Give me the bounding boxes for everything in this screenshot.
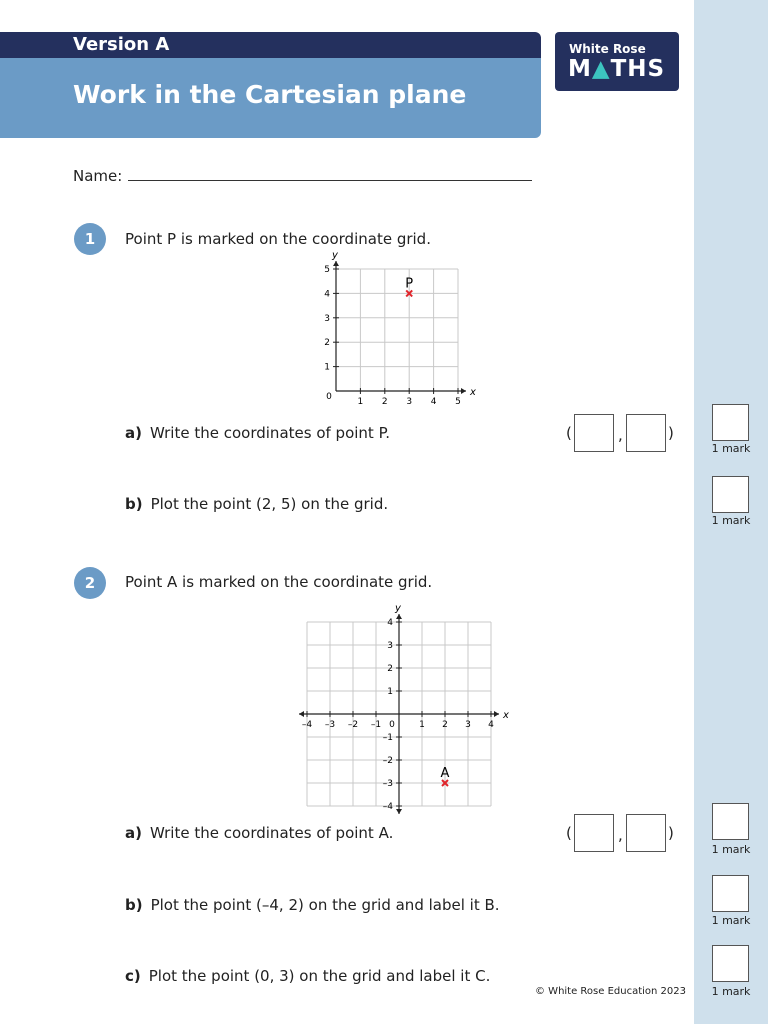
q2a-y-answer-box[interactable] [626, 814, 666, 852]
q1a-open-bracket: ( [566, 424, 572, 442]
x-tick-label: –4 [301, 720, 313, 730]
q1a-label: a) [125, 424, 142, 442]
q1a-y-answer-box[interactable] [626, 414, 666, 452]
x-tick-label: 2 [442, 720, 448, 730]
q2a-open-bracket: ( [566, 824, 572, 842]
y-tick-label: 4 [324, 289, 330, 300]
q2c-mark-label: 1 mark [711, 985, 751, 998]
x-tick-label: –3 [324, 720, 336, 730]
q2a-text: Write the coordinates of point A. [149, 824, 394, 842]
x-tick-label: 5 [455, 397, 461, 407]
q2a-x-answer-box[interactable] [574, 814, 614, 852]
q2a-label: a) [125, 824, 142, 842]
q1a-x-answer-box[interactable] [574, 414, 614, 452]
x-axis-arrow-icon [494, 711, 499, 717]
logo-main-left: M [568, 56, 592, 82]
x-tick-label: 3 [465, 720, 471, 730]
q1a-row [125, 423, 390, 443]
x-tick-label: 4 [430, 397, 437, 407]
q2b-row [125, 895, 500, 915]
y-axis-neg-arrow-icon [396, 809, 402, 814]
x-axis-label: x [503, 710, 509, 721]
origin-label: 0 [326, 392, 332, 402]
y-tick-label: 1 [387, 687, 393, 697]
question-1-number: 1 [74, 223, 106, 255]
q1a-text: Write the coordinates of point P. [149, 424, 391, 442]
x-tick-label: 3 [406, 397, 413, 407]
point-label: P [405, 276, 414, 292]
q2c-row [125, 966, 490, 986]
y-axis-label: y [332, 250, 338, 261]
worksheet-title: Work in the Cartesian plane [73, 80, 467, 109]
y-tick-label: –1 [382, 733, 393, 743]
name-label: Name: [73, 167, 123, 185]
y-axis-arrow-icon [333, 261, 339, 266]
y-tick-label: 1 [324, 362, 330, 373]
x-tick-label: –1 [370, 720, 382, 730]
q2c-mark-box[interactable] [712, 945, 749, 982]
q2b-mark-box[interactable] [712, 875, 749, 912]
point-label: A [440, 766, 450, 781]
coordinate-grid-2[interactable] [288, 598, 520, 816]
x-tick-label: 2 [381, 397, 388, 407]
question-2-text: Point A is marked on the coordinate grid. [125, 573, 433, 591]
y-axis-label: y [395, 603, 401, 614]
q1a-close-bracket: ) [668, 424, 674, 442]
q2b-text: Plot the point (–4, 2) on the grid and label it B. [150, 896, 500, 914]
x-axis-neg-arrow-icon [299, 711, 304, 717]
q1b-text: Plot the point (2, 5) on the grid. [150, 495, 389, 513]
y-tick-label: –3 [382, 779, 393, 789]
y-axis-arrow-icon [396, 614, 402, 619]
y-tick-label: –4 [382, 802, 393, 812]
q1b-row [125, 494, 388, 514]
q1b-label: b) [125, 495, 143, 513]
q2c-label: c) [125, 967, 141, 985]
q2b-mark-label: 1 mark [711, 914, 751, 927]
y-tick-label: 2 [324, 338, 330, 349]
x-tick-label: 1 [357, 397, 364, 407]
q2a-mark-box[interactable] [712, 803, 749, 840]
question-2-number: 2 [74, 567, 106, 599]
q2a-close-bracket: ) [668, 824, 674, 842]
question-1-text: Point P is marked on the coordinate grid. [125, 230, 431, 248]
version-label: Version A [73, 34, 170, 55]
y-tick-label: 3 [387, 641, 393, 651]
x-axis-label: x [470, 387, 476, 398]
logo-main-right: THS [610, 56, 666, 82]
q2a-row [125, 823, 393, 843]
logo-main-text [568, 55, 665, 83]
y-tick-label: –2 [382, 756, 393, 766]
q1a-comma: , [618, 426, 623, 444]
origin-label: 0 [389, 720, 395, 730]
white-rose-maths-logo [555, 32, 679, 91]
q1b-mark-box[interactable] [712, 476, 749, 513]
q2a-comma: , [618, 826, 623, 844]
x-axis-arrow-icon [461, 388, 466, 394]
q1a-mark-box[interactable] [712, 404, 749, 441]
q1a-mark-label: 1 mark [711, 442, 751, 455]
name-field[interactable] [128, 180, 532, 181]
copyright-notice: © White Rose Education 2023 [535, 986, 687, 997]
q1b-mark-label: 1 mark [711, 514, 751, 527]
y-tick-label: 3 [324, 313, 330, 324]
y-tick-label: 5 [324, 265, 330, 275]
x-tick-label: 1 [419, 720, 425, 730]
x-tick-label: 4 [488, 720, 494, 730]
q2a-mark-label: 1 mark [711, 843, 751, 856]
y-tick-label: 4 [387, 618, 393, 628]
coordinate-grid-1[interactable] [300, 250, 490, 408]
logo-top-text: White Rose [569, 42, 646, 56]
y-tick-label: 2 [387, 664, 393, 674]
logo-triangle-icon: ▲ [591, 56, 611, 82]
q2b-label: b) [125, 896, 143, 914]
x-tick-label: –2 [347, 720, 359, 730]
q2c-text: Plot the point (0, 3) on the grid and label it C. [148, 967, 491, 985]
